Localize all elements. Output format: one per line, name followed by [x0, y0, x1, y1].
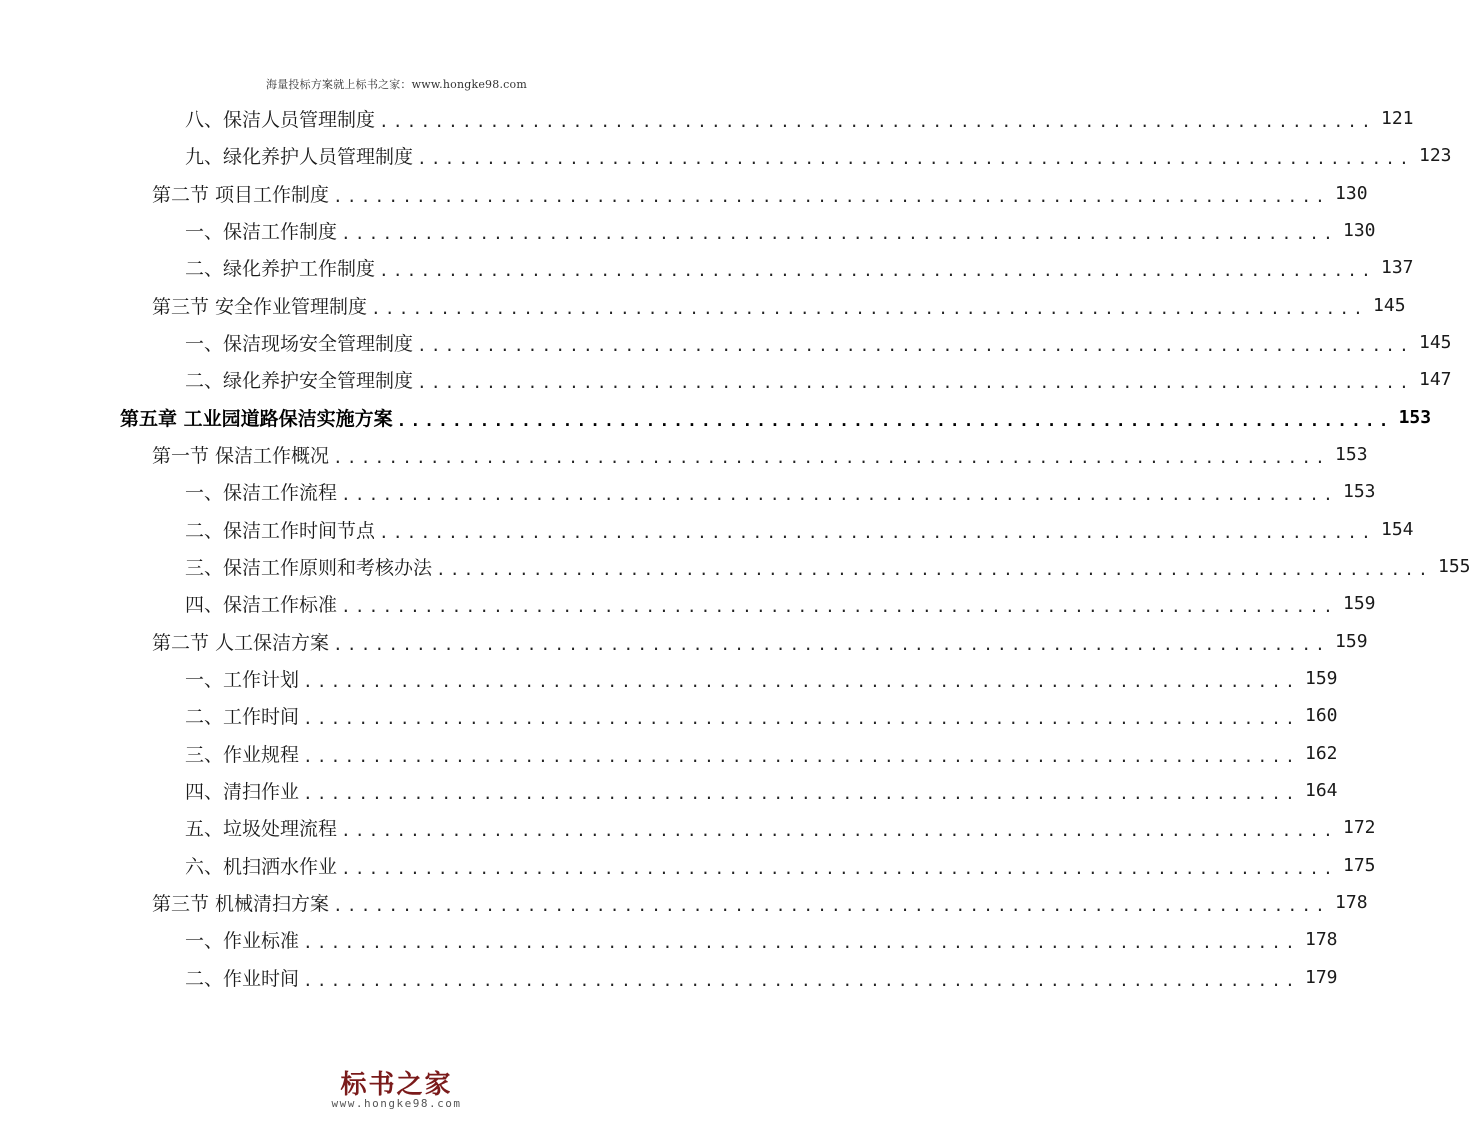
toc-entry[interactable] — [185, 735, 1338, 772]
toc-leader-dots: ........................................................................ — [371, 299, 1368, 318]
toc-entry-label: 三、保洁工作原则和考核办法 — [185, 557, 433, 579]
footer-logo: 标书之家 — [340, 1070, 453, 1100]
toc-entry-label: 二、工作时间 — [185, 706, 300, 728]
toc-entry-label: 二、保洁工作时间节点 — [185, 520, 376, 542]
toc-leader-dots: ........................................................................ — [333, 187, 1330, 206]
toc-entry[interactable] — [185, 585, 1376, 622]
toc-page-number: 179 — [1304, 967, 1338, 988]
toc-entry-label: 三、作业规程 — [185, 744, 300, 766]
toc-leader-dots: ........................................................................ — [303, 971, 1299, 990]
toc-entry-label: 二、作业时间 — [185, 968, 300, 990]
toc-leader-dots: ........................................................................ — [379, 112, 1375, 131]
toc-entry-label: 六、机扫洒水作业 — [185, 856, 338, 878]
toc-leader-dots: ........................................................................ — [303, 784, 1299, 803]
toc-entry-label: 二、绿化养护安全管理制度 — [185, 370, 414, 392]
toc-leader-dots: ........................................................................ — [417, 373, 1413, 392]
toc-page-number: 153 — [1335, 444, 1368, 465]
toc-page-number: 123 — [1418, 145, 1452, 166]
toc-page-number: 153 — [1398, 407, 1432, 428]
toc-page-number: 154 — [1380, 519, 1414, 540]
toc-entry[interactable] — [185, 660, 1338, 697]
toc-page-number: 178 — [1304, 929, 1338, 950]
page-header: 海量投标方案就上标书之家：www.hongke98.com — [266, 78, 527, 91]
toc-entry[interactable] — [185, 772, 1338, 809]
toc-entry[interactable] — [185, 249, 1414, 286]
toc-leader-dots: ........................................................................ — [341, 224, 1337, 243]
toc-leader-dots: ........................................................................ — [379, 523, 1375, 542]
toc-entry-label: 二、绿化养护工作制度 — [185, 258, 376, 280]
toc-entry-label: 第二节 人工保洁方案 — [152, 632, 330, 654]
toc-page-number: 159 — [1304, 668, 1338, 689]
toc-page-number: 147 — [1418, 369, 1452, 390]
toc-entry[interactable] — [185, 697, 1338, 734]
toc-entry-label: 一、保洁工作制度 — [185, 221, 338, 243]
toc-entry[interactable] — [152, 436, 1368, 473]
toc-page-number: 137 — [1380, 257, 1414, 278]
toc-entry[interactable] — [185, 100, 1414, 137]
toc-leader-dots: ........................................................................ — [303, 933, 1299, 952]
toc-entry-label: 第二节 项目工作制度 — [152, 184, 330, 206]
toc-entry-label: 四、清扫作业 — [185, 781, 300, 803]
toc-entry[interactable] — [152, 287, 1406, 324]
toc-leader-dots: ........................................................................ — [303, 709, 1299, 728]
toc-page-number: 159 — [1335, 631, 1368, 652]
toc-page-number: 121 — [1380, 108, 1414, 129]
toc-leader-dots: ........................................................................ — [396, 411, 1393, 430]
toc-entry[interactable] — [185, 511, 1414, 548]
footer-url: www.hongke98.com — [331, 1097, 462, 1110]
toc-entry[interactable] — [152, 884, 1368, 921]
toc-page-number: 175 — [1342, 855, 1376, 876]
toc-entry[interactable] — [185, 847, 1376, 884]
toc-entry[interactable] — [185, 473, 1376, 510]
toc-page-number: 178 — [1335, 892, 1368, 913]
toc-page-number: 160 — [1304, 705, 1338, 726]
toc-entry-label: 八、保洁人员管理制度 — [185, 109, 376, 131]
toc-entry-label: 第三节 安全作业管理制度 — [152, 296, 368, 318]
toc-leader-dots: ........................................................................ — [341, 821, 1337, 840]
toc-leader-dots: ........................................................................ — [341, 597, 1337, 616]
toc-entry-label: 第一节 保洁工作概况 — [152, 445, 330, 467]
toc-entry[interactable] — [185, 212, 1376, 249]
toc-leader-dots: ........................................................................ — [417, 336, 1413, 355]
toc-leader-dots: ........................................................................ — [303, 747, 1299, 766]
toc-page-number: 162 — [1304, 743, 1338, 764]
toc-entry-label: 四、保洁工作标准 — [185, 594, 338, 616]
toc-entry[interactable] — [185, 959, 1338, 996]
toc-entry-label: 第五章 工业园道路保洁实施方案 — [120, 408, 393, 430]
toc-entry[interactable] — [185, 137, 1452, 174]
toc-leader-dots: ........................................................................ — [341, 859, 1337, 878]
toc-entry-label: 一、作业标准 — [185, 930, 300, 952]
toc-page-number: 164 — [1304, 780, 1338, 801]
toc-leader-dots: ........................................................................ — [333, 448, 1330, 467]
toc-page-number: 153 — [1342, 481, 1376, 502]
toc-leader-dots: ........................................................................ — [341, 485, 1337, 504]
toc-entry-label: 一、保洁工作流程 — [185, 482, 338, 504]
toc-page-number: 130 — [1335, 183, 1368, 204]
toc-leader-dots: ........................................................................ — [417, 149, 1413, 168]
toc-entry-label: 一、保洁现场安全管理制度 — [185, 333, 414, 355]
toc-leader-dots: ........................................................................ — [303, 672, 1299, 691]
toc-page-number: 159 — [1342, 593, 1376, 614]
toc-entry[interactable] — [185, 809, 1376, 846]
toc-page-number: 155 — [1437, 556, 1471, 577]
toc-leader-dots: ........................................................................ — [379, 261, 1375, 280]
toc-entry-label: 第三节 机械清扫方案 — [152, 893, 330, 915]
toc-entry-label: 九、绿化养护人员管理制度 — [185, 146, 414, 168]
toc-entry[interactable] — [152, 623, 1368, 660]
toc-page-number: 172 — [1342, 817, 1376, 838]
toc-entry-label: 五、垃圾处理流程 — [185, 818, 338, 840]
toc-entry[interactable] — [185, 921, 1338, 958]
toc-entry[interactable] — [185, 361, 1452, 398]
toc-page-number: 145 — [1373, 295, 1406, 316]
toc-entry[interactable] — [185, 548, 1471, 585]
toc-entry[interactable] — [185, 324, 1452, 361]
toc-leader-dots: ........................................................................ — [436, 560, 1432, 579]
toc-leader-dots: ........................................................................ — [333, 635, 1330, 654]
toc-page-number: 130 — [1342, 220, 1376, 241]
toc-chapter-entry[interactable] — [120, 399, 1432, 436]
toc-entry-label: 一、工作计划 — [185, 669, 300, 691]
toc-leader-dots: ........................................................................ — [333, 896, 1330, 915]
toc-page-number: 145 — [1418, 332, 1452, 353]
toc-entry[interactable] — [152, 175, 1368, 212]
